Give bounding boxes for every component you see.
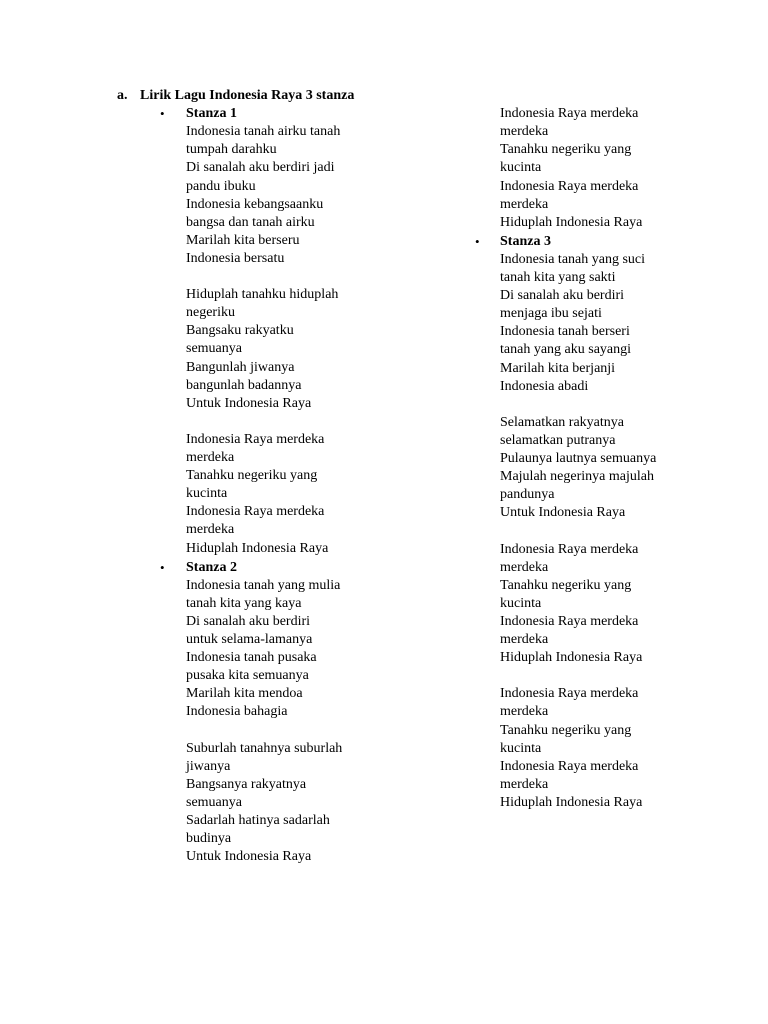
lyric-line: Indonesia kebangsaanku xyxy=(186,196,324,212)
lyric-line: Bangsanya rakyatnya xyxy=(186,776,307,792)
lyric-line: Marilah kita berseru xyxy=(186,232,300,248)
lyric-line: Tanahku negeriku yang xyxy=(500,722,632,738)
lyric-line: budinya xyxy=(186,831,232,847)
lyric-line: Indonesia tanah yang mulia xyxy=(186,577,341,593)
lyric-line: Indonesia Raya merdeka xyxy=(186,431,325,447)
lyric-line: merdeka xyxy=(500,196,549,212)
lyric-line: Di sanalah aku berdiri jadi xyxy=(186,160,335,176)
lyric-line: kucinta xyxy=(500,595,542,611)
lyric-line: Tanahku negeriku yang xyxy=(186,468,318,484)
lyric-line: Di sanalah aku berdiri xyxy=(500,288,625,304)
lyric-line: pusaka kita semuanya xyxy=(186,668,309,684)
bullet-icon: • xyxy=(160,559,165,575)
lyric-line: Indonesia bahagia xyxy=(186,704,288,720)
bullet-icon: • xyxy=(160,106,165,122)
lyric-line: semuanya xyxy=(186,341,242,357)
lyric-line: tumpah darahku xyxy=(186,142,277,158)
lyric-line: pandu ibuku xyxy=(186,178,256,194)
lyric-line: Indonesia Raya merdeka xyxy=(500,106,639,122)
lyric-line: menjaga ibu sejati xyxy=(500,306,602,322)
lyric-line: Suburlah tanahnya suburlah xyxy=(186,740,343,756)
lyric-line: Indonesia bersatu xyxy=(186,250,285,266)
lyric-line: pandunya xyxy=(500,487,555,503)
lyric-line: Tanahku negeriku yang xyxy=(500,142,632,158)
lyric-line: Indonesia Raya merdeka xyxy=(500,178,639,194)
lyric-line: merdeka xyxy=(500,559,549,575)
document-heading: Lirik Lagu Indonesia Raya 3 stanza xyxy=(140,88,355,103)
lyric-line: merdeka xyxy=(500,124,549,140)
lyric-line: Indonesia tanah airku tanah xyxy=(186,124,341,140)
lyric-line: Indonesia Raya merdeka xyxy=(186,504,325,520)
lyric-line: Indonesia tanah berseri xyxy=(500,324,630,340)
lyric-line: Indonesia Raya merdeka xyxy=(500,686,639,702)
lyric-line: semuanya xyxy=(186,794,242,810)
lyric-line: kucinta xyxy=(500,160,542,176)
stanza-title: Stanza 3 xyxy=(500,233,551,249)
stanza-title: Stanza 1 xyxy=(186,106,237,122)
lyric-line: negeriku xyxy=(186,305,235,321)
lyric-line: Hiduplah Indonesia Raya xyxy=(500,794,643,810)
lyric-line: Bangsaku rakyatku xyxy=(186,323,294,339)
lyric-line: Hiduplah Indonesia Raya xyxy=(500,650,643,666)
lyric-line: merdeka xyxy=(500,632,549,647)
lyric-line: Untuk Indonesia Raya xyxy=(186,395,312,411)
lyric-line: selamatkan putranya xyxy=(500,432,616,448)
lyric-line: Hiduplah Indonesia Raya xyxy=(500,214,643,230)
lyric-line: Hiduplah tanahku hiduplah xyxy=(186,287,339,303)
lyric-line: kucinta xyxy=(186,486,228,502)
section-marker: a. xyxy=(117,88,128,103)
lyric-line: Hiduplah Indonesia Raya xyxy=(186,540,329,556)
lyric-line: Indonesia Raya merdeka xyxy=(500,541,639,557)
lyric-line: tanah kita yang kaya xyxy=(186,595,302,611)
lyric-line: Indonesia abadi xyxy=(500,378,589,394)
lyric-line: merdeka xyxy=(186,450,235,465)
lyric-line: Untuk Indonesia Raya xyxy=(500,505,626,521)
lyric-line: Sadarlah hatinya sadarlah xyxy=(186,813,330,828)
lyric-line: Selamatkan rakyatnya xyxy=(500,414,625,430)
lyric-line: bangunlah badannya xyxy=(186,377,302,393)
lyric-line: Majulah negerinya majulah xyxy=(500,469,654,485)
lyric-line: Indonesia tanah yang suci xyxy=(500,251,646,267)
lyric-line: jiwanya xyxy=(186,758,231,774)
lyric-line: Pulaunya lautnya semuanya xyxy=(500,451,657,466)
stanza-title: Stanza 2 xyxy=(186,559,237,575)
lyric-line: Marilah kita mendoa xyxy=(186,686,303,702)
lyric-line: untuk selama-lamanya xyxy=(186,632,313,647)
lyric-line: bangsa dan tanah airku xyxy=(186,214,315,230)
lyric-line: Indonesia Raya merdeka xyxy=(500,613,639,629)
lyric-line: Di sanalah aku berdiri xyxy=(186,613,311,629)
lyric-line: tanah kita yang sakti xyxy=(500,270,616,285)
lyric-line: Bangunlah jiwanya xyxy=(186,359,295,375)
lyric-line: tanah yang aku sayangi xyxy=(500,342,632,358)
lyric-line: kucinta xyxy=(500,740,542,756)
lyric-line: merdeka xyxy=(500,776,549,792)
lyric-line: merdeka xyxy=(186,522,235,538)
lyric-line: Indonesia tanah pusaka xyxy=(186,650,317,666)
lyric-line: merdeka xyxy=(500,704,549,720)
lyric-line: Marilah kita berjanji xyxy=(500,360,616,376)
lyric-line: Tanahku negeriku yang xyxy=(500,577,632,593)
lyric-line: Untuk Indonesia Raya xyxy=(186,849,312,865)
bullet-icon: • xyxy=(475,233,480,249)
lyric-line: Indonesia Raya merdeka xyxy=(500,758,639,774)
